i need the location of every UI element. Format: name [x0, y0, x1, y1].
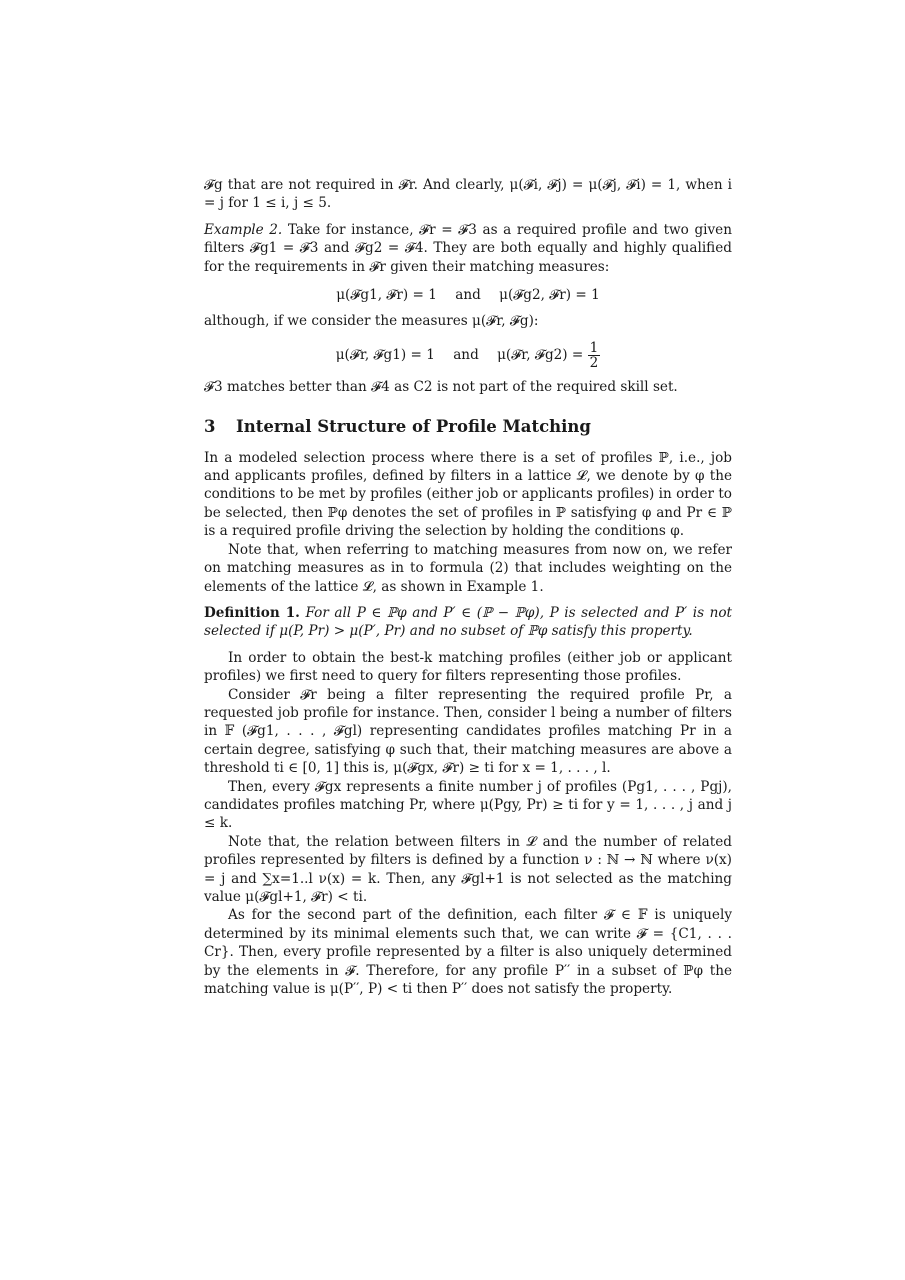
section-paragraph-6: Note that, the relation between filters in 𝓛 and the number of related profiles represented by filters is defined by a function ν : ℕ → ℕ where ν(x) = j and ∑x=1..l ν(x) = k. Then, any 𝓕gl+1 is not selected as the matching value μ(𝓕gl+1, 𝓕r) < ti. [204, 833, 732, 905]
section-title: Internal Structure of Profile Matching [236, 417, 591, 437]
definition-text: For all P ∈ ℙφ and P′ ∈ (ℙ − ℙφ), P is selected and P′ is not selected if μ(P, Pr) > μ(P′, Pr) and no subset of ℙφ satisfy this property. [204, 604, 733, 640]
section-paragraph-5: Then, every 𝓕gx represents a finite number j of profiles (Pg1, . . . , Pgj), candidates profiles matching Pr, where μ(Pgy, Pr) ≥ ti for y = 1, . . . , j and j ≤ k. [204, 778, 732, 832]
equation-2-right: μ(𝓕r, 𝓕g2) = [497, 346, 584, 363]
section-paragraph-4: Consider 𝓕r being a filter representing the required profile Pr, a requested job profile for instance. Then, consider l being a number of filters in 𝔽 (𝓕g1, . . . , 𝓕gl) representing candidates profiles matching Pr in a certain degree, satisfying φ such that, their matching measures are above a threshold ti ∈ [0, 1] this is, μ(𝓕gx, 𝓕r) ≥ ti for x = 1, . . . , l. [204, 686, 732, 777]
fraction-numerator: 1 [589, 339, 599, 356]
equation-1 [204, 286, 732, 304]
paper-page [204, 176, 732, 998]
equation-1-right: μ(𝓕g2, 𝓕r) = 1 [499, 287, 600, 304]
section-paragraph-3: In order to obtain the best-k matching profiles (either job or applicant profiles) we first need to query for filters representing those profiles. [204, 649, 732, 685]
section-number: 3 [204, 417, 216, 437]
section-paragraph-2: Note that, when referring to matching measures from now on, we refer on matching measures as in to formula (2) that includes weighting on the elements of the lattice 𝓛, as shown in Example 1. [204, 541, 732, 595]
definition-1 [204, 604, 732, 641]
f3-paragraph: 𝓕3 matches better than 𝓕4 as C2 is not part of the required skill set. [204, 378, 678, 395]
example-label: Example 2. [204, 221, 283, 238]
definition-label: Definition 1. [204, 604, 300, 621]
example-2 [204, 221, 732, 276]
fraction [588, 341, 601, 370]
section-heading [204, 418, 732, 436]
section-paragraph-1: In a modeled selection process where there is a set of profiles ℙ, i.e., job and applicants profiles, defined by filters in a lattice 𝓛, we denote by φ the conditions to be met by profiles (either job or applicants profiles) in order to be selected, then ℙφ denotes the set of profiles in ℙ satisfying φ and Pr ∈ ℙ is a required profile driving the selection by holding the conditions φ. [204, 449, 732, 540]
section-paragraph-7: As for the second part of the definition, each filter 𝓕 ∈ 𝔽 is uniquely determined by its minimal elements such that, we can write 𝓕 = {C1, . . . Cr}. Then, every profile represented by a filter is also uniquely determined by the elements in 𝓕. Therefore, for any profile P′′ in a subset of ℙφ the matching value is μ(P′′, P) < ti then P′′ does not satisfy the property. [204, 907, 732, 998]
equation-1-left: μ(𝓕g1, 𝓕r) = 1 [336, 287, 437, 304]
equation-1-and: and [455, 287, 481, 304]
example-text: Take for instance, 𝓕r = 𝓕3 as a required profile and two given filters 𝓕g1 = 𝓕3 and 𝓕g2 = 𝓕4. They are both equally and highly qualified for the requirements in 𝓕r given their matching measures: [204, 221, 732, 275]
equation-2 [204, 341, 732, 370]
equation-2-left: μ(𝓕r, 𝓕g1) = 1 [335, 346, 435, 363]
intro-paragraph: 𝓕g that are not required in 𝓕r. And clearly, μ(𝓕i, 𝓕j) = μ(𝓕j, 𝓕i) = 1, when i = j for 1 ≤ i, j ≤ 5. [204, 177, 732, 212]
fraction-denominator: 2 [589, 354, 599, 371]
although-paragraph: although, if we consider the measures μ(𝓕r, 𝓕g): [204, 313, 539, 330]
equation-2-and: and [453, 346, 479, 363]
